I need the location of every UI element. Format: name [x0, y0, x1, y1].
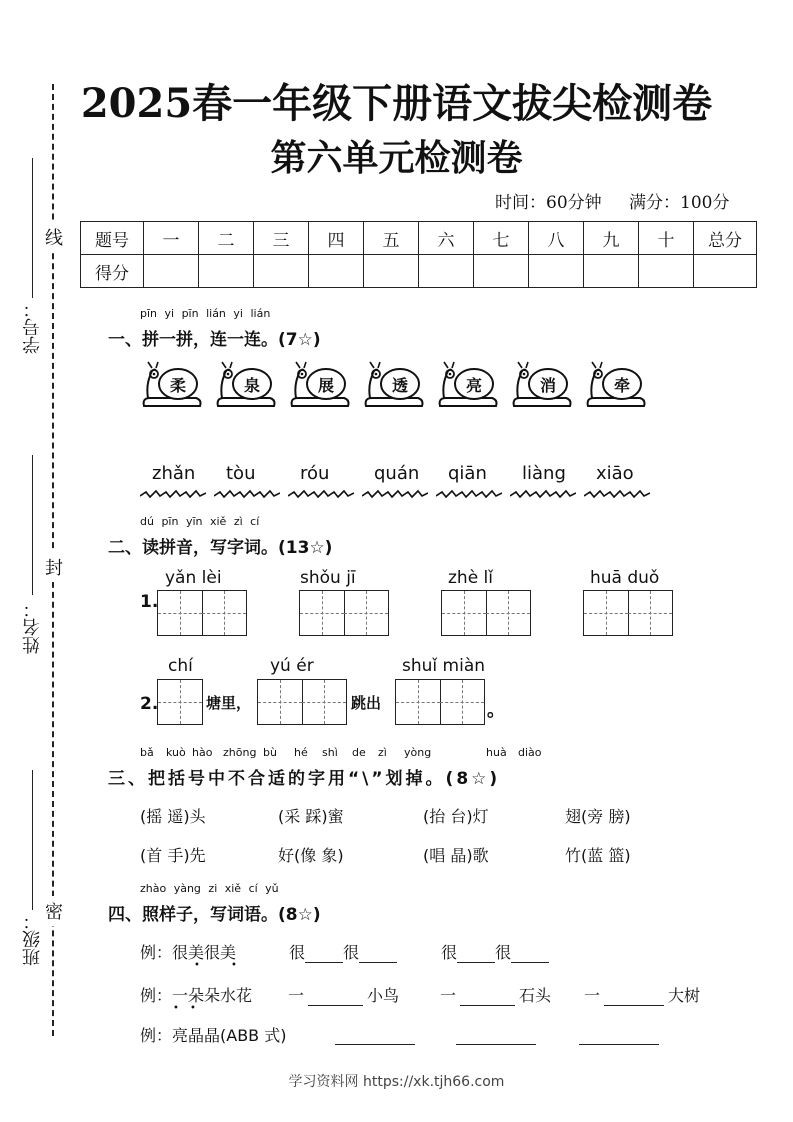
q3-item: (抬 台)灯 [423, 807, 489, 826]
grass-decoration [362, 484, 428, 494]
grass-decoration [510, 484, 576, 494]
snail-character: 柔 [169, 376, 186, 395]
grass-decoration [214, 484, 280, 494]
emphasis-dot: • [231, 960, 237, 971]
q3-item: (唱 晶)歌 [423, 846, 489, 865]
snail-character-card[interactable] [140, 360, 204, 412]
score-header-cell: 六 [419, 222, 474, 255]
score-header-cell: 总分 [694, 222, 757, 255]
q3-pinyin-syllable: yòng [404, 746, 432, 759]
pinyin-option[interactable]: quán [374, 463, 420, 484]
q3-item: (采 踩)蜜 [278, 807, 344, 826]
q3-pinyin-syllable: zì [378, 746, 387, 759]
q4-row2-pattern [584, 983, 700, 1006]
q3-pinyin-syllable: shì [322, 746, 338, 759]
score-input-cell[interactable] [199, 255, 254, 288]
q4-word: 小鸟 [367, 986, 400, 1005]
score-input-cell[interactable] [584, 255, 639, 288]
score-header-cell: 十 [639, 222, 694, 255]
score-header-cell: 二 [199, 222, 254, 255]
q4-word: 很 [343, 943, 360, 962]
page-footer: 学习资料网 https://xk.tjh66.com [288, 1074, 505, 1090]
score-header-cell: 一 [144, 222, 199, 255]
snail-character: 牵 [613, 376, 630, 395]
score-input-cell[interactable] [144, 255, 199, 288]
snail-character: 亮 [465, 376, 482, 395]
q3-pinyin-syllable: zhōng [223, 746, 257, 759]
q2-line2-number: 2. [140, 694, 159, 714]
score-header-cell: 八 [529, 222, 584, 255]
grass-decoration [436, 484, 502, 494]
q4-word: 大树 [668, 986, 701, 1005]
snail-character-card[interactable] [584, 360, 648, 412]
exam-subtitle: 第六单元检测卷 [270, 137, 523, 179]
score-input-cell[interactable] [364, 255, 419, 288]
writing-grid-2char[interactable] [257, 679, 347, 725]
q3-pinyin-syllable: bǎ [140, 746, 154, 759]
snail-character-card[interactable] [214, 360, 278, 412]
seal-feng-label: 封 [45, 552, 63, 582]
q4-row1-pattern [289, 940, 397, 963]
answer-blank[interactable] [308, 1005, 363, 1006]
pinyin-option[interactable]: zhǎn [152, 463, 196, 484]
q2-text: 跳出 [351, 694, 382, 712]
answer-blank[interactable] [335, 1026, 415, 1045]
q3-pinyin-syllable: hào [192, 746, 213, 759]
q3-pinyin-syllable: huà [486, 746, 507, 759]
class-label: 班级： [22, 912, 43, 966]
writing-grid-2char[interactable] [583, 590, 673, 636]
class-line [32, 770, 33, 910]
exam-meta [495, 188, 752, 213]
q4-row1-pattern [441, 940, 549, 963]
q2-text: 塘里， [206, 694, 252, 712]
snail-character-card[interactable] [288, 360, 352, 412]
q2-pinyin-item: yǎn lèi [165, 568, 222, 588]
q2-line1-number: 1. [140, 592, 159, 612]
snail-character: 泉 [243, 376, 260, 395]
writing-grid-2char[interactable] [441, 590, 531, 636]
q3-pinyin-syllable: hé [294, 746, 308, 759]
q4-word: 很 [495, 943, 512, 962]
q4-example-3: 例：亮晶晶(ABB 式) [140, 1026, 287, 1045]
emphasis-dot: • [194, 960, 200, 971]
answer-blank[interactable] [460, 1005, 515, 1006]
score-input-cell[interactable] [639, 255, 694, 288]
q4-pinyin: zhào yàng zi xiě cí yǔ [140, 882, 279, 895]
q3-pinyin-syllable: kuò [166, 746, 186, 759]
time-label: 时间：60分钟 [495, 193, 602, 213]
pinyin-option[interactable]: tòu [226, 463, 256, 484]
grass-decoration [140, 484, 206, 494]
seal-mi-label: 密 [45, 896, 63, 926]
q3-pinyin-syllable: bù [263, 746, 277, 759]
answer-blank[interactable] [511, 962, 549, 963]
score-header-cell: 五 [364, 222, 419, 255]
score-input-cell[interactable] [529, 255, 584, 288]
q2-pinyin-item: chí [168, 656, 193, 676]
q3-item: 竹(蓝 篮) [565, 846, 631, 865]
snail-character-card[interactable] [510, 360, 574, 412]
full-score-label: 满分：100分 [629, 193, 730, 213]
snail-character: 透 [391, 376, 408, 395]
q3-item: 翅(旁 膀) [565, 807, 631, 826]
seal-line-label: 线 [45, 222, 63, 252]
score-header-cell: 七 [474, 222, 529, 255]
score-header-cell: 题号 [81, 222, 144, 255]
score-input-cell[interactable] [419, 255, 474, 288]
snail-character: 展 [317, 376, 334, 395]
q2-pinyin-item: shuǐ miàn [402, 656, 486, 676]
snail-character-card[interactable] [436, 360, 500, 412]
pinyin-option[interactable]: róu [300, 463, 330, 484]
score-header-cell: 九 [584, 222, 639, 255]
answer-blank[interactable] [457, 962, 495, 963]
q4-row2-pattern [288, 983, 399, 1006]
q2-title: 二、读拼音，写字词。(13☆) [108, 538, 333, 558]
pinyin-option[interactable]: qiān [448, 463, 487, 484]
score-input-cell[interactable] [474, 255, 529, 288]
q3-title: 三、把括号中不合适的字用“\”划掉。(8☆) [108, 769, 501, 789]
answer-blank[interactable] [604, 1005, 664, 1006]
name-label: 姓名： [22, 600, 43, 654]
q4-title: 四、照样子，写词语。(8☆) [108, 905, 321, 925]
q3-pinyin-syllable: de [352, 746, 366, 759]
q2-pinyin-item: shǒu jī [300, 568, 356, 588]
student-id-label: 学号： [22, 300, 43, 354]
score-header-cell: 四 [309, 222, 364, 255]
answer-blank[interactable] [456, 1026, 536, 1045]
pinyin-option[interactable]: xiāo [596, 463, 634, 484]
q2-pinyin: dú pīn yīn xiě zì cí [140, 515, 260, 528]
q4-word: 一 [440, 986, 457, 1005]
q4-row2-pattern [440, 983, 551, 1006]
answer-blank[interactable] [305, 962, 343, 963]
score-table-score-row [81, 255, 757, 288]
writing-grid-2char[interactable] [299, 590, 389, 636]
q3-pinyin-syllable: diào [518, 746, 542, 759]
score-table-header-row [81, 222, 757, 255]
writing-grid-2char[interactable] [395, 679, 485, 725]
answer-blank[interactable] [359, 962, 397, 963]
emphasis-dot: • [173, 1003, 179, 1014]
score-table [80, 221, 757, 288]
score-input-cell[interactable] [309, 255, 364, 288]
score-input-cell[interactable] [694, 255, 757, 288]
q2-pinyin-item: huā duǒ [590, 568, 660, 588]
q4-example-2: 例：一朵朵水花 [140, 986, 253, 1005]
writing-grid-2char[interactable] [157, 590, 247, 636]
snail-character-card[interactable] [362, 360, 426, 412]
score-input-cell[interactable] [254, 255, 309, 288]
q3-item: (首 手)先 [140, 846, 206, 865]
snail-character: 消 [539, 376, 556, 395]
answer-blank[interactable] [579, 1026, 659, 1045]
writing-grid-1char[interactable] [157, 679, 203, 725]
q2-pinyin-item: zhè lǐ [448, 568, 494, 588]
q3-item: (摇 遥)头 [140, 807, 206, 826]
exam-title: 2025春一年级下册语文拔尖检测卷 [80, 80, 713, 127]
q4-word: 一 [584, 986, 601, 1005]
grass-decoration [584, 484, 650, 494]
q2-pinyin-item: yú ér [270, 656, 314, 676]
q4-word: 一 [288, 986, 305, 1005]
q4-word: 很 [441, 943, 458, 962]
grass-decoration [288, 484, 354, 494]
score-row-label: 得分 [81, 255, 144, 288]
emphasis-dot: • [190, 1003, 196, 1014]
pinyin-option[interactable]: liàng [522, 463, 566, 484]
score-header-cell: 三 [254, 222, 309, 255]
q3-item: 好(像 象) [278, 846, 344, 865]
q2-text: 。 [487, 700, 505, 721]
name-line [32, 455, 33, 595]
q4-word: 石头 [519, 986, 552, 1005]
q1-title: 一、拼一拼，连一连。(7☆) [108, 330, 321, 350]
q1-pinyin: pīn yi pīn lián yi lián [140, 307, 271, 320]
q4-word: 很 [289, 943, 306, 962]
q4-example-1: 例：很美很美 [140, 943, 237, 962]
